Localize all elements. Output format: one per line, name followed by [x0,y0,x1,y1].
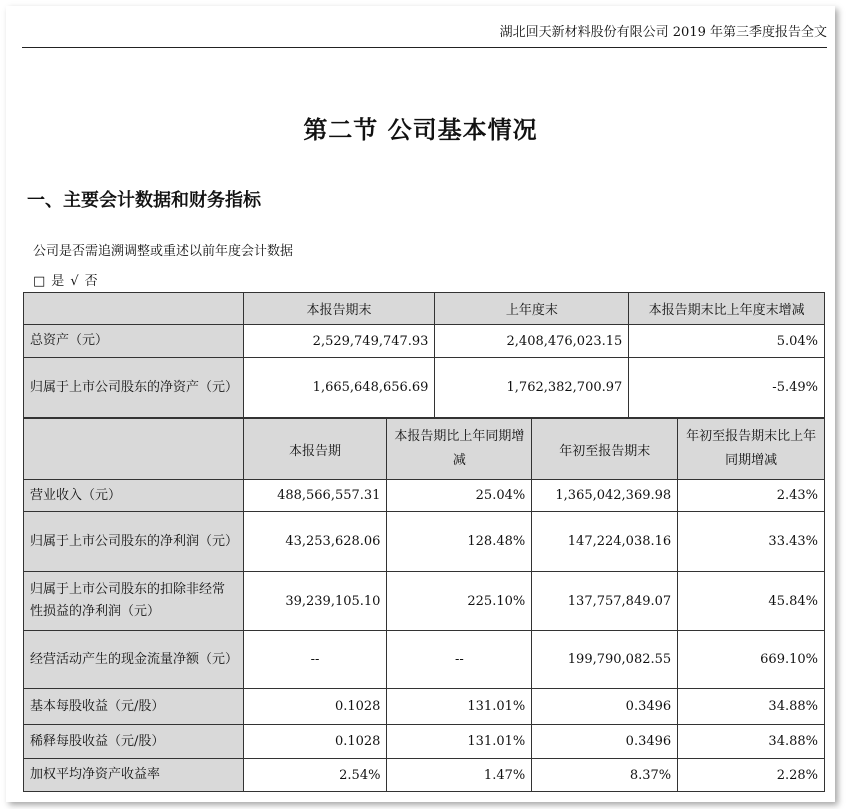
cell-value: 2.43% [678,480,825,512]
header-cell: 本报告期 [243,419,387,480]
row-label: 归属于上市公司股东的净利润（元） [24,512,244,572]
table-row [24,689,825,725]
cell-value: 137,757,849.07 [532,572,678,631]
cell-value: 1,762,382,700.97 [435,358,629,418]
cell-value: 1,365,042,369.98 [532,480,678,512]
cell-value: 225.10% [387,572,532,631]
cell-value: 43,253,628.06 [243,512,387,572]
cell-value: 5.04% [629,325,825,358]
answer-no: 否 [84,274,98,289]
cell-value: 39,239,105.10 [243,572,387,631]
row-label: 营业收入（元） [24,480,244,512]
header-cell: 年初至报告期末 [532,419,678,480]
header-cell: 本报告期比上年同期增减 [387,419,532,480]
row-label: 基本每股收益（元/股） [24,689,244,725]
cell-value: 34.88% [678,725,825,759]
cell-value: -5.49% [629,358,825,418]
cell-value: 128.48% [387,512,532,572]
cell-value: 25.04% [387,480,532,512]
cell-value: 2,408,476,023.15 [435,325,629,358]
cell-value: 199,790,082.55 [532,631,678,689]
cell-value: 2,529,749,747.93 [243,325,435,358]
header-cell: 年初至报告期末比上年同期增减 [678,419,825,480]
cell-value: 2.28% [678,759,825,792]
table-header-row [24,419,825,480]
table-row [24,325,825,358]
cell-value: 0.3496 [532,689,678,725]
cell-value: 8.37% [532,759,678,792]
table-row [24,358,825,418]
header-cell: 上年度末 [435,293,629,325]
cell-value: 2.54% [243,759,387,792]
header-empty-cell [24,293,244,325]
table-row [24,572,825,631]
checkbox-empty-icon: □ [33,274,46,289]
cell-value: 33.43% [678,512,825,572]
header-cell: 本报告期末 [243,293,435,325]
page-header: 湖北回天新材料股份有限公司 2019 年第三季度报告全文 [22,22,827,48]
cell-value: -- [243,631,387,689]
cell-value: 1,665,648,656.69 [243,358,435,418]
cell-value: 0.3496 [532,725,678,759]
header-empty-cell [24,419,244,480]
cell-value: 1.47% [387,759,532,792]
cell-value: 131.01% [387,725,532,759]
table-row [24,480,825,512]
cell-value: 34.88% [678,689,825,725]
header-cell: 本报告期末比上年度末增减 [629,293,825,325]
section-title: 第二节 公司基本情况 [303,115,538,144]
row-label: 稀释每股收益（元/股） [24,725,244,759]
table-row [24,512,825,572]
sub-title: 一、主要会计数据和财务指标 [27,190,261,211]
cell-value: 488,566,557.31 [243,480,387,512]
row-label: 加权平均净资产收益率 [24,759,244,792]
row-label: 总资产（元） [24,325,244,358]
cell-value: 147,224,038.16 [532,512,678,572]
check-icon: √ [70,274,79,289]
cell-value: 0.1028 [243,725,387,759]
row-label: 经营活动产生的现金流量净额（元） [24,631,244,689]
table-header-row [24,293,825,325]
table-row [24,631,825,689]
cell-value: 131.01% [387,689,532,725]
table-row [24,759,825,792]
cell-value: -- [387,631,532,689]
balance-table [23,292,825,418]
performance-table [23,418,825,792]
answer-yes: 是 [51,274,65,289]
restatement-question: 公司是否需追溯调整或重述以前年度会计数据 [33,244,294,259]
cell-value: 0.1028 [243,689,387,725]
row-label: 归属于上市公司股东的净资产（元） [24,358,244,418]
table-row [24,725,825,759]
cell-value: 45.84% [678,572,825,631]
cell-value: 669.10% [678,631,825,689]
restatement-answer [33,270,104,289]
row-label: 归属于上市公司股东的扣除非经常性损益的净利润（元） [24,572,244,631]
